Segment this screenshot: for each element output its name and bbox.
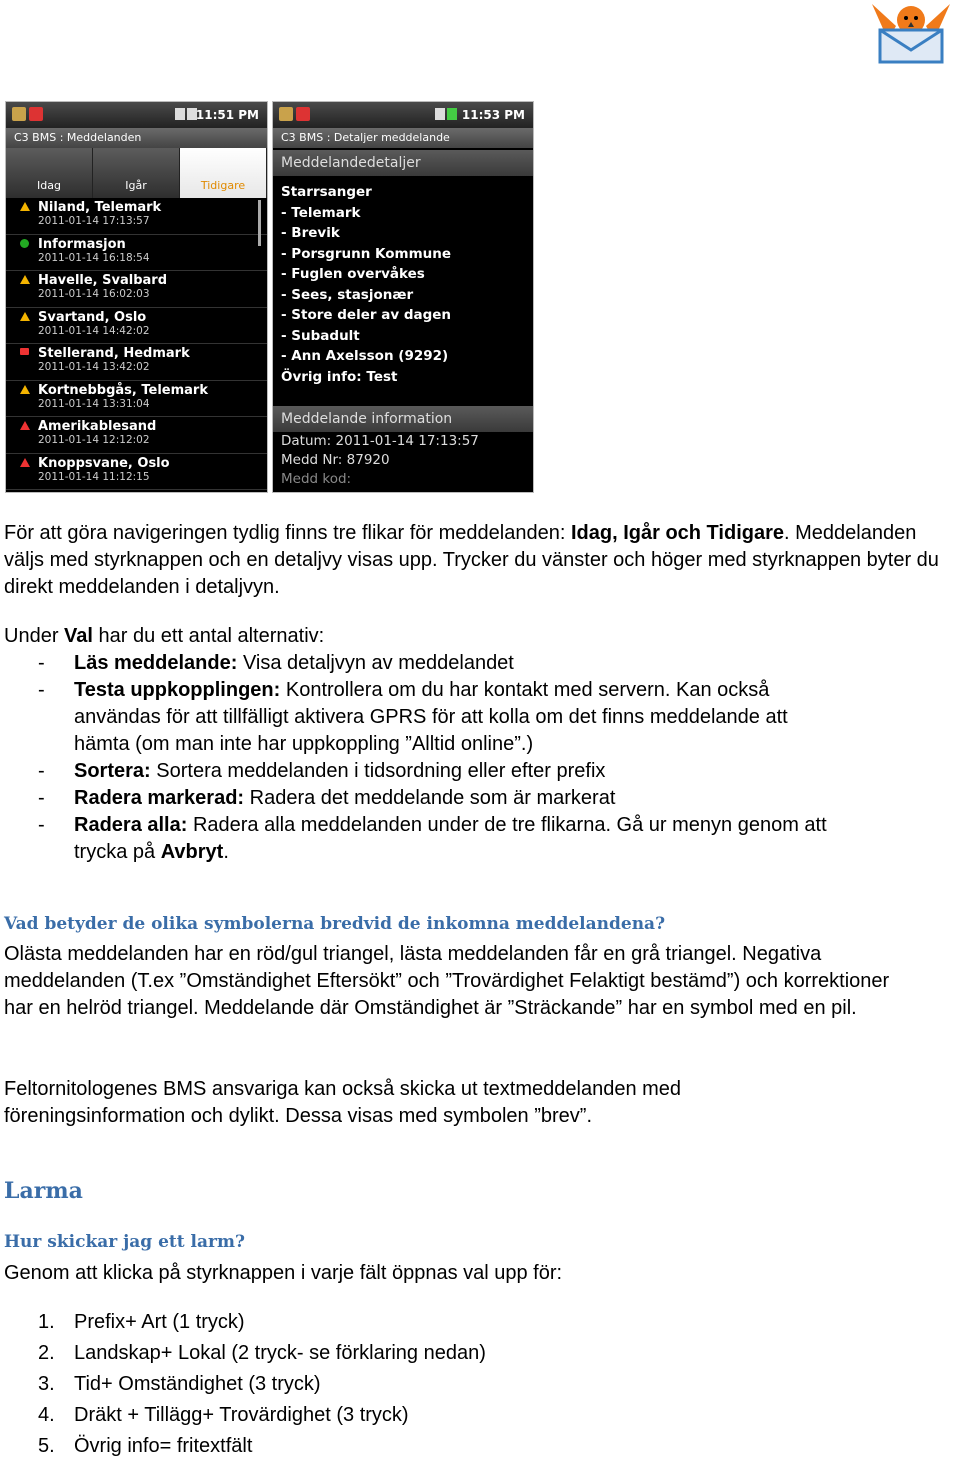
list-number: 2. [38,1342,55,1364]
list-item: Landskap+ Lokal (2 tryck- se förklaring nedan) [74,1342,486,1364]
bullet-dash: - [38,679,45,701]
section-title-larma: Larma [4,1178,83,1204]
tab-igar[interactable]: Igår [93,148,180,198]
status-bar [6,102,267,128]
clock: 11:53 PM [461,108,525,122]
tabs-bold: Idag, Igår och Tidigare [570,522,784,544]
signal-icon [435,108,445,120]
info-line: Medd kod: [281,471,352,487]
triangle-icon [20,275,30,284]
detail-line: - Ann Axelsson (9292) [281,348,449,364]
detail-line: - Fuglen overvåkes [281,266,425,282]
triangle-icon [20,421,30,430]
detail-line: - Telemark [281,204,361,221]
info-paragraph: Feltornitologenes BMS ansvariga kan också skicka ut textmeddelanden med föreningsinformation och dylikt. Dessa visas med symbolen ”brev”. [4,1078,682,1127]
bullet-dash: - [38,760,45,782]
bullet-dash: - [38,787,45,809]
info-line: Datum: 2011-01-14 17:13:57 [281,433,479,449]
triangle-icon [20,312,30,321]
info-icon [20,239,29,248]
detail-line: - Subadult [281,327,360,344]
scrollbar[interactable] [258,200,261,246]
app-title: C3 BMS : Detaljer meddelande [273,128,533,148]
logo-bird-envelope-icon [866,0,956,66]
detail-line: Starrsanger [281,184,372,200]
option-item: Radera markerad: Radera det meddelande som är markerat [74,787,616,809]
option-item: Läs meddelande: Visa detaljvyn av meddelandet [74,652,514,674]
message-list [6,198,267,492]
phone-screenshot-message-list [5,101,268,493]
details-list [273,182,533,404]
info-list [273,432,533,492]
symbols-heading: Vad betyder de olika symbolerna bredvid de inkomna meddelandena? [4,914,666,934]
triangle-icon [20,202,30,211]
status-icon [12,107,26,121]
status-icon [296,107,310,121]
bullet-dash: - [38,814,45,836]
list-number: 4. [38,1404,55,1426]
clock: 11:51 PM [195,108,259,122]
app-title: C3 BMS : Meddelanden [6,128,267,148]
list-item: Prefix+ Art (1 tryck) [74,1311,245,1333]
option-item: Sortera: Sortera meddelanden i tidsordning eller efter prefix [74,760,606,782]
section-header-info: Meddelande information [273,406,533,432]
battery-icon [447,108,457,120]
detail-line: - Store deler av dagen [281,307,452,323]
detail-line: - Brevik [281,225,340,241]
alarm-heading: Hur skickar jag ett larm? [4,1232,245,1252]
status-icon [279,107,293,121]
list-item[interactable]: Havelle, Svalbard 2011-01-14 16:02:03 [6,271,267,308]
list-item: Tid+ Omständighet (3 tryck) [74,1373,321,1395]
mail-icon [20,348,29,355]
tab-tidigare[interactable]: Tidigare [180,148,267,198]
list-item[interactable]: Knoppsvane, Oslo 2011-01-14 11:12:15 [6,454,267,491]
bullet-dash: - [38,652,45,674]
option-item: Testa uppkopplingen: Kontrollera om du har kontakt med servern. Kan också användas för att tillfälligt aktivera GPRS för att kolla om det finns meddelande att hämta (om man inte har uppkoppling ”Alltid online”.) [74,679,788,755]
list-item[interactable]: Svartand, Oslo 2011-01-14 14:42:02 [6,308,267,345]
tab-bar [6,148,267,198]
list-item[interactable]: Kortnebbgås, Telemark 2011-01-14 13:31:04 [6,381,267,418]
list-number: 3. [38,1373,55,1395]
triangle-icon [20,458,30,467]
status-bar [273,102,533,128]
list-item[interactable]: Niland, Telemark 2011-01-14 17:13:57 [6,198,267,235]
list-item[interactable]: Amerikablesand 2011-01-14 12:12:02 [6,417,267,454]
triangle-icon [20,385,30,394]
alarm-intro: Genom att klicka på styrknappen i varje fält öppnas val upp för: [4,1262,563,1284]
detail-line: - Sees, stasjonær [281,286,414,303]
signal-icon [175,108,185,120]
detail-line: Övrig info: Test [281,368,398,385]
val-intro: Under Val har du ett antal alternativ: [4,625,325,647]
tab-idag[interactable]: Idag [6,148,93,198]
info-line: Medd Nr: 87920 [281,452,390,468]
list-item[interactable]: Informasjon 2011-01-14 16:18:54 [6,235,267,272]
list-number: 1. [38,1311,55,1333]
list-item[interactable]: Stellerand, Hedmark 2011-01-14 13:42:02 [6,344,267,381]
status-icon [29,107,43,121]
phone-screenshot-message-detail [272,101,534,493]
option-item: Radera alla: Radera alla meddelanden under de tre flikarna. Gå ur menyn genom att trycka på Avbryt. [74,814,827,863]
list-item: Övrig info= fritextfält [74,1435,253,1457]
symbols-paragraph: Olästa meddelanden har en röd/gul triangel, lästa meddelanden får en grå triangel. Negativa meddelanden (T.ex ”Omständighet Eftersökt” och ”Trovärdighet Felaktigt bestämd”) och korrektioner har en helröd triangel. Meddelande där Omständighet är ”Sträckande” har en symbol med en pil. [4,943,890,1019]
section-header-details: Meddelandedetaljer [273,150,533,176]
detail-line: - Porsgrunn Kommune [281,245,452,262]
list-number: 5. [38,1435,55,1457]
list-item: Dräkt + Tillägg+ Trovärdighet (3 tryck) [74,1404,409,1426]
intro-paragraph: För att göra navigeringen tydlig finns tre flikar för meddelanden: Idag, Igår och Tidigare. Meddelanden väljs med styrknappen och en detaljvy visas upp. Trycker du vänster och höger med styrknappen byter du direkt meddelanden i detaljvyn. [4,522,939,598]
